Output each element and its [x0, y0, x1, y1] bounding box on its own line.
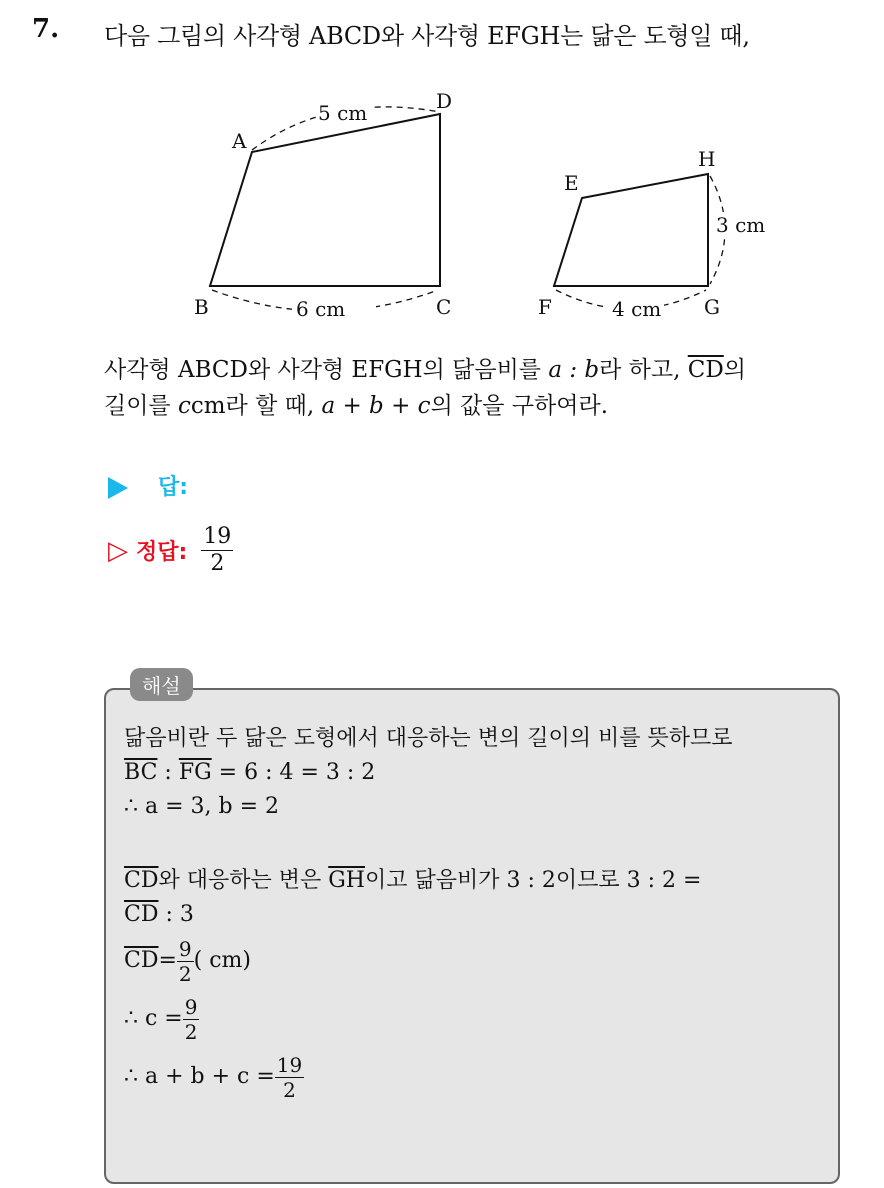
label-d: D	[436, 89, 453, 113]
dim-bc: 6 cm	[296, 297, 346, 321]
correct-answer-row	[108, 524, 233, 577]
problem-prompt: 사각형 ABCD와 사각형 EFGH의 닮음비를 a : b라 하고, $\overline{CD}$의 길이를 ccm라 할 때, a + b + c의 값을 구하여라.	[104, 357, 746, 419]
answer-row	[108, 470, 188, 501]
label-e: E	[564, 171, 579, 195]
dim-ad: 5 cm	[318, 101, 368, 125]
solution-body: 닮음비란 두 닮은 도형에서 대응하는 변의 길이의 비를 뜻하므로 $\overline{BC}$ : $\overline{FG} = 6$ : 4 = 3 : 2 ∴ a = 3, b = 2 $\overline{CD}$와 대응하는 변은 $\overline{GH}$이고 닮음비가 3 : 2이므로 3 : 2 = $\overline{CD}$ : 3 $\overline{CD}$ = $\frac{9}{2}$ ( cm) ∴ c = $\frac{9}{2}$ ∴ a + b + c = $\frac{19}{2}$	[124, 726, 733, 1102]
label-g: G	[704, 295, 720, 319]
label-a: A	[232, 129, 247, 153]
label-f: F	[538, 295, 552, 319]
question-number: 7.	[32, 14, 60, 44]
label-h: H	[698, 147, 716, 171]
correct-fraction: $\frac{19}{2}$	[203, 524, 232, 576]
play-icon	[108, 477, 128, 499]
question-text: 다음 그림의 사각형 ABCD와 사각형 EFGH는 닮은 도형일 때,	[104, 22, 750, 50]
outline-triangle-icon: ▷	[108, 535, 128, 566]
dim-gh: 3 cm	[716, 213, 766, 237]
answer-label: 답:	[158, 475, 189, 500]
dim-fg: 4 cm	[612, 297, 662, 321]
label-b: B	[194, 295, 209, 319]
figure	[0, 80, 884, 340]
solution-tag: 해설	[130, 668, 193, 701]
correct-label: 정답:	[136, 540, 188, 565]
label-c: C	[436, 295, 452, 319]
